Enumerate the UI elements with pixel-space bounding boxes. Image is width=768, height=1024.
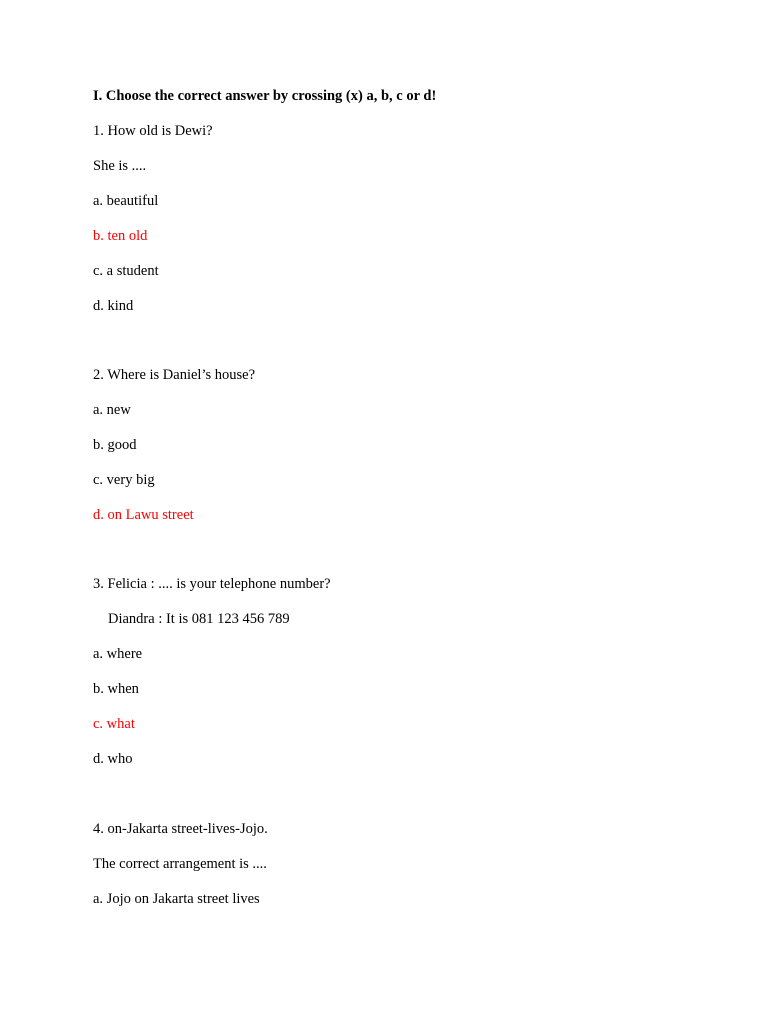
question-4-prompt: The correct arrangement is .... (93, 856, 267, 872)
question-2-option-b: b. good (93, 437, 137, 453)
question-1: 1. How old is Dewi? (93, 123, 213, 139)
question-3-prompt: Diandra : It is 081 123 456 789 (108, 611, 290, 627)
question-1-prompt: She is .... (93, 158, 147, 174)
question-4-option-a: a. Jojo on Jakarta street lives (93, 891, 260, 907)
question-3-option-c-correct: c. what (93, 716, 135, 732)
question-3-option-b: b. when (93, 681, 139, 697)
question-2-option-a: a. new (93, 402, 131, 418)
question-4: 4. on-Jakarta street-lives-Jojo. (93, 821, 268, 837)
question-3: 3. Felicia : .... is your telephone number? (93, 576, 331, 592)
question-1-option-d: d. kind (93, 298, 134, 314)
question-2: 2. Where is Daniel’s house? (93, 367, 256, 383)
question-3-option-d: d. who (93, 751, 133, 767)
question-1-option-b-correct: b. ten old (93, 228, 148, 244)
question-2-option-d-correct: d. on Lawu street (93, 507, 194, 523)
question-1-option-c: c. a student (93, 263, 159, 279)
section-heading: I. Choose the correct answer by crossing (x) a, b, c or d! (93, 88, 437, 104)
question-2-option-c: c. very big (93, 472, 155, 488)
question-3-option-a: a. where (93, 646, 143, 662)
question-1-option-a: a. beautiful (93, 193, 159, 209)
